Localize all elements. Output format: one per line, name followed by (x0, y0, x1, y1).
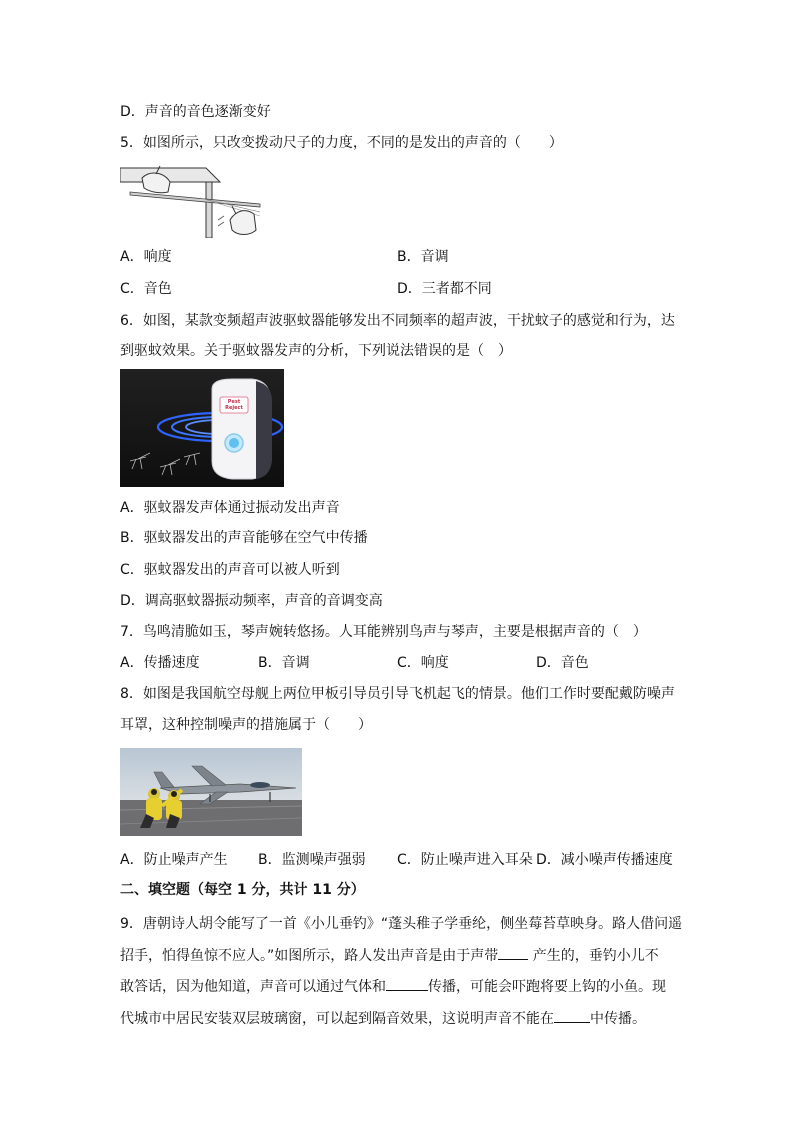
q9-line4 (120, 1008, 646, 1029)
q5-option-b: B．音调 (397, 249, 449, 265)
q8-option-c: C．防止噪声进入耳朵 (397, 852, 533, 868)
q7-option-c: C．响度 (397, 655, 449, 671)
q6-option-b: B．驱蚊器发出的声音能够在空气中传播 (120, 530, 368, 546)
q5-stem: 5．如图所示，只改变拨动尺子的力度，不同的是发出的声音的（ ） (120, 135, 563, 151)
q9-line4-text: 代城市中居民安装双层玻璃窗，可以起到隔音效果，这说明声音不能在 (120, 1011, 554, 1027)
q6-option-a: A．驱蚊器发声体通过振动发出声音 (120, 500, 340, 516)
answer-blank-2[interactable] (386, 976, 428, 991)
q8-stem-line2: 耳罩，这种控制噪声的措施属于（ ） (120, 717, 372, 733)
q6-option-c: C．驱蚊器发出的声音可以被人听到 (120, 562, 340, 578)
q6-stem-line2: 到驱蚊效果。关于驱蚊器发声的分析，下列说法错误的是（ ） (120, 343, 512, 359)
ruler-figure (120, 164, 266, 238)
answer-blank-1[interactable] (498, 945, 528, 960)
q7-stem: 7．鸟鸣清脆如玉，琴声婉转悠扬。人耳能辨别鸟声与琴声，主要是根据声音的（ ） (120, 624, 647, 640)
q9-line2-text: 招手，怕得鱼惊不应人。”如图所示，路人发出声音是由于声带 (120, 948, 499, 964)
mosquito-repeller-photo (120, 369, 284, 487)
q8-option-d: D．减小噪声传播速度 (536, 852, 673, 868)
q8-option-a: A．防止噪声产生 (120, 852, 228, 868)
q8-stem-line1: 8．如图是我国航空母舰上两位甲板引导员引导飞机起飞的情景。他们工作时要配戴防噪声 (120, 686, 675, 702)
q9-line1: 9．唐朝诗人胡令能写了一首《小儿垂钓》“蓬头稚子学垂纶，侧坐莓苔草映身。路人借问遥 (120, 916, 683, 932)
q7-option-d: D．音色 (536, 655, 589, 671)
q9-line2 (120, 945, 659, 966)
q9-line3-text: 敢答话，因为他知道，声音可以通过气体和 (120, 979, 386, 995)
q9-line3 (120, 976, 666, 997)
q5-option-c: C．音色 (120, 281, 172, 297)
q7-option-b: B．音调 (258, 655, 310, 671)
q5-option-d: D．三者都不同 (397, 281, 492, 297)
q8-option-b: B．监测噪声强弱 (258, 852, 366, 868)
carrier-deck-photo (120, 748, 302, 836)
q9-line2-tail: 产生的，垂钓小儿不 (528, 948, 659, 964)
device-label: Pest Reject (225, 399, 243, 411)
q9-line4-tail: 中传播。 (590, 1011, 646, 1027)
q5-option-a: A．响度 (120, 249, 172, 265)
q7-option-a: A．传播速度 (120, 655, 200, 671)
answer-blank-3[interactable] (554, 1008, 590, 1023)
q9-line3-tail: 传播，可能会吓跑将要上钩的小鱼。现 (428, 979, 666, 995)
q6-option-d: D．调高驱蚊器振动频率，声音的音调变高 (120, 593, 383, 609)
q6-stem-line1: 6．如图，某款变频超声波驱蚊器能够发出不同频率的超声波，干扰蚊子的感觉和行为，达 (120, 313, 675, 329)
q4-option-d: D．声音的音色逐渐变好 (120, 104, 271, 120)
section-title: 二、填空题（每空 1 分，共计 11 分） (120, 882, 365, 898)
